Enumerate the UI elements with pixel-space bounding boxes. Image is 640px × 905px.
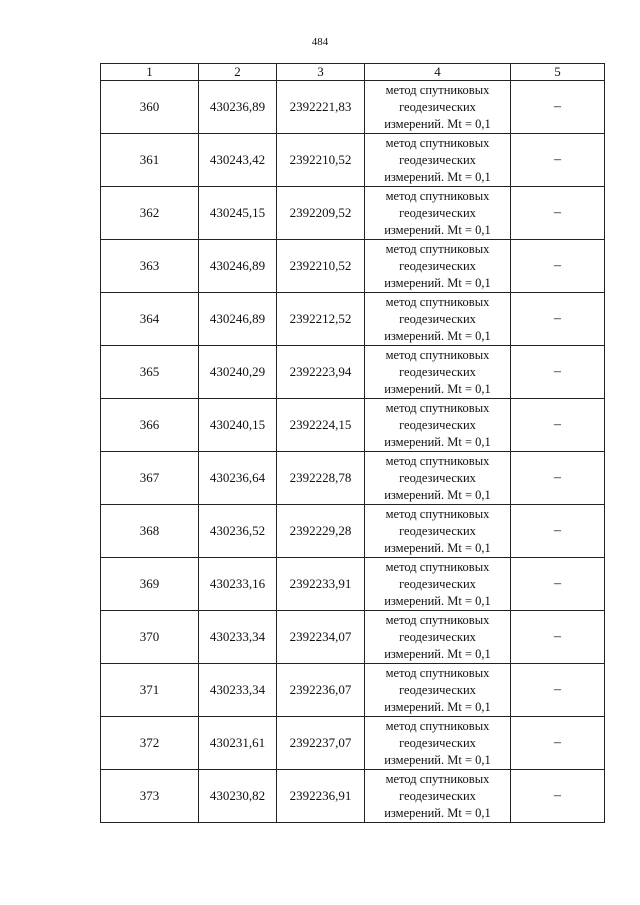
table-row bbox=[101, 134, 605, 187]
note-cell: – bbox=[511, 664, 605, 717]
x-coordinate-cell: 430245,15 bbox=[199, 187, 277, 240]
method-cell bbox=[365, 293, 511, 346]
y-coordinate-cell: 2392223,94 bbox=[277, 346, 365, 399]
method-line: измерений. Mt = 0,1 bbox=[384, 434, 491, 449]
point-number-cell: 373 bbox=[101, 770, 199, 823]
method-line: геодезических bbox=[399, 629, 476, 644]
method-cell bbox=[365, 505, 511, 558]
method-line: геодезических bbox=[399, 576, 476, 591]
page-number: 484 bbox=[311, 36, 329, 48]
point-number-cell: 362 bbox=[101, 187, 199, 240]
table-header-row bbox=[101, 64, 605, 81]
point-number-cell: 372 bbox=[101, 717, 199, 770]
method-line: измерений. Mt = 0,1 bbox=[384, 169, 491, 184]
x-coordinate-cell: 430240,15 bbox=[199, 399, 277, 452]
point-number-cell: 371 bbox=[101, 664, 199, 717]
method-line: геодезических bbox=[399, 152, 476, 167]
y-coordinate-cell: 2392233,91 bbox=[277, 558, 365, 611]
method-line: метод спутниковых bbox=[385, 453, 490, 468]
table-row bbox=[101, 452, 605, 505]
note-cell: – bbox=[511, 399, 605, 452]
method-line: метод спутниковых bbox=[385, 771, 490, 786]
y-coordinate-cell: 2392228,78 bbox=[277, 452, 365, 505]
method-line: геодезических bbox=[399, 364, 476, 379]
x-coordinate-cell: 430236,89 bbox=[199, 81, 277, 134]
column-header: 2 bbox=[199, 64, 277, 81]
x-coordinate-cell: 430246,89 bbox=[199, 240, 277, 293]
method-line: измерений. Mt = 0,1 bbox=[384, 699, 491, 714]
point-number-cell: 368 bbox=[101, 505, 199, 558]
y-coordinate-cell: 2392210,52 bbox=[277, 134, 365, 187]
method-line: измерений. Mt = 0,1 bbox=[384, 540, 491, 555]
method-line: метод спутниковых bbox=[385, 135, 490, 150]
note-cell: – bbox=[511, 187, 605, 240]
note-cell: – bbox=[511, 134, 605, 187]
table-row bbox=[101, 187, 605, 240]
y-coordinate-cell: 2392212,52 bbox=[277, 293, 365, 346]
column-header: 5 bbox=[511, 64, 605, 81]
method-line: метод спутниковых bbox=[385, 506, 490, 521]
method-cell bbox=[365, 81, 511, 134]
table-row bbox=[101, 717, 605, 770]
point-number-cell: 363 bbox=[101, 240, 199, 293]
method-line: метод спутниковых bbox=[385, 294, 490, 309]
method-line: метод спутниковых bbox=[385, 665, 490, 680]
method-line: метод спутниковых bbox=[385, 718, 490, 733]
method-line: геодезических bbox=[399, 311, 476, 326]
y-coordinate-cell: 2392236,91 bbox=[277, 770, 365, 823]
x-coordinate-cell: 430233,34 bbox=[199, 611, 277, 664]
method-cell bbox=[365, 717, 511, 770]
x-coordinate-cell: 430231,61 bbox=[199, 717, 277, 770]
note-cell: – bbox=[511, 81, 605, 134]
y-coordinate-cell: 2392236,07 bbox=[277, 664, 365, 717]
method-line: геодезических bbox=[399, 682, 476, 697]
method-line: геодезических bbox=[399, 258, 476, 273]
point-number-cell: 367 bbox=[101, 452, 199, 505]
table-row bbox=[101, 505, 605, 558]
y-coordinate-cell: 2392234,07 bbox=[277, 611, 365, 664]
table-row bbox=[101, 664, 605, 717]
method-line: метод спутниковых bbox=[385, 347, 490, 362]
point-number-cell: 360 bbox=[101, 81, 199, 134]
table-row bbox=[101, 611, 605, 664]
x-coordinate-cell: 430233,16 bbox=[199, 558, 277, 611]
method-cell bbox=[365, 770, 511, 823]
table-row bbox=[101, 399, 605, 452]
y-coordinate-cell: 2392221,83 bbox=[277, 81, 365, 134]
table-row bbox=[101, 346, 605, 399]
y-coordinate-cell: 2392229,28 bbox=[277, 505, 365, 558]
x-coordinate-cell: 430240,29 bbox=[199, 346, 277, 399]
table-row bbox=[101, 81, 605, 134]
y-coordinate-cell: 2392209,52 bbox=[277, 187, 365, 240]
method-cell bbox=[365, 611, 511, 664]
method-cell bbox=[365, 346, 511, 399]
y-coordinate-cell: 2392210,52 bbox=[277, 240, 365, 293]
point-number-cell: 369 bbox=[101, 558, 199, 611]
method-line: метод спутниковых bbox=[385, 241, 490, 256]
method-line: геодезических bbox=[399, 735, 476, 750]
note-cell: – bbox=[511, 293, 605, 346]
note-cell: – bbox=[511, 240, 605, 293]
note-cell: – bbox=[511, 770, 605, 823]
method-cell bbox=[365, 664, 511, 717]
point-number-cell: 365 bbox=[101, 346, 199, 399]
note-cell: – bbox=[511, 558, 605, 611]
method-line: измерений. Mt = 0,1 bbox=[384, 381, 491, 396]
method-cell bbox=[365, 134, 511, 187]
method-line: измерений. Mt = 0,1 bbox=[384, 805, 491, 820]
method-line: измерений. Mt = 0,1 bbox=[384, 328, 491, 343]
point-number-cell: 370 bbox=[101, 611, 199, 664]
method-line: измерений. Mt = 0,1 bbox=[384, 222, 491, 237]
table-row bbox=[101, 770, 605, 823]
method-line: метод спутниковых bbox=[385, 82, 490, 97]
note-cell: – bbox=[511, 505, 605, 558]
x-coordinate-cell: 430236,52 bbox=[199, 505, 277, 558]
x-coordinate-cell: 430233,34 bbox=[199, 664, 277, 717]
method-cell bbox=[365, 187, 511, 240]
y-coordinate-cell: 2392237,07 bbox=[277, 717, 365, 770]
x-coordinate-cell: 430230,82 bbox=[199, 770, 277, 823]
method-line: геодезических bbox=[399, 788, 476, 803]
method-cell bbox=[365, 399, 511, 452]
note-cell: – bbox=[511, 452, 605, 505]
point-number-cell: 361 bbox=[101, 134, 199, 187]
method-cell bbox=[365, 452, 511, 505]
column-header: 1 bbox=[101, 64, 199, 81]
method-line: метод спутниковых bbox=[385, 559, 490, 574]
y-coordinate-cell: 2392224,15 bbox=[277, 399, 365, 452]
method-line: геодезических bbox=[399, 417, 476, 432]
method-cell bbox=[365, 240, 511, 293]
method-line: геодезических bbox=[399, 205, 476, 220]
method-line: измерений. Mt = 0,1 bbox=[384, 275, 491, 290]
method-line: измерений. Mt = 0,1 bbox=[384, 116, 491, 131]
method-line: геодезических bbox=[399, 99, 476, 114]
point-number-cell: 366 bbox=[101, 399, 199, 452]
table-row bbox=[101, 293, 605, 346]
method-line: измерений. Mt = 0,1 bbox=[384, 646, 491, 661]
method-line: метод спутниковых bbox=[385, 612, 490, 627]
note-cell: – bbox=[511, 346, 605, 399]
point-number-cell: 364 bbox=[101, 293, 199, 346]
x-coordinate-cell: 430236,64 bbox=[199, 452, 277, 505]
x-coordinate-cell: 430246,89 bbox=[199, 293, 277, 346]
method-line: геодезических bbox=[399, 470, 476, 485]
note-cell: – bbox=[511, 611, 605, 664]
table-row bbox=[101, 240, 605, 293]
method-line: измерений. Mt = 0,1 bbox=[384, 593, 491, 608]
method-cell bbox=[365, 558, 511, 611]
coordinates-table bbox=[100, 63, 605, 823]
x-coordinate-cell: 430243,42 bbox=[199, 134, 277, 187]
method-line: метод спутниковых bbox=[385, 400, 490, 415]
column-header: 3 bbox=[277, 64, 365, 81]
method-line: метод спутниковых bbox=[385, 188, 490, 203]
method-line: измерений. Mt = 0,1 bbox=[384, 487, 491, 502]
method-line: геодезических bbox=[399, 523, 476, 538]
column-header: 4 bbox=[365, 64, 511, 81]
note-cell: – bbox=[511, 717, 605, 770]
method-line: измерений. Mt = 0,1 bbox=[384, 752, 491, 767]
table-row bbox=[101, 558, 605, 611]
